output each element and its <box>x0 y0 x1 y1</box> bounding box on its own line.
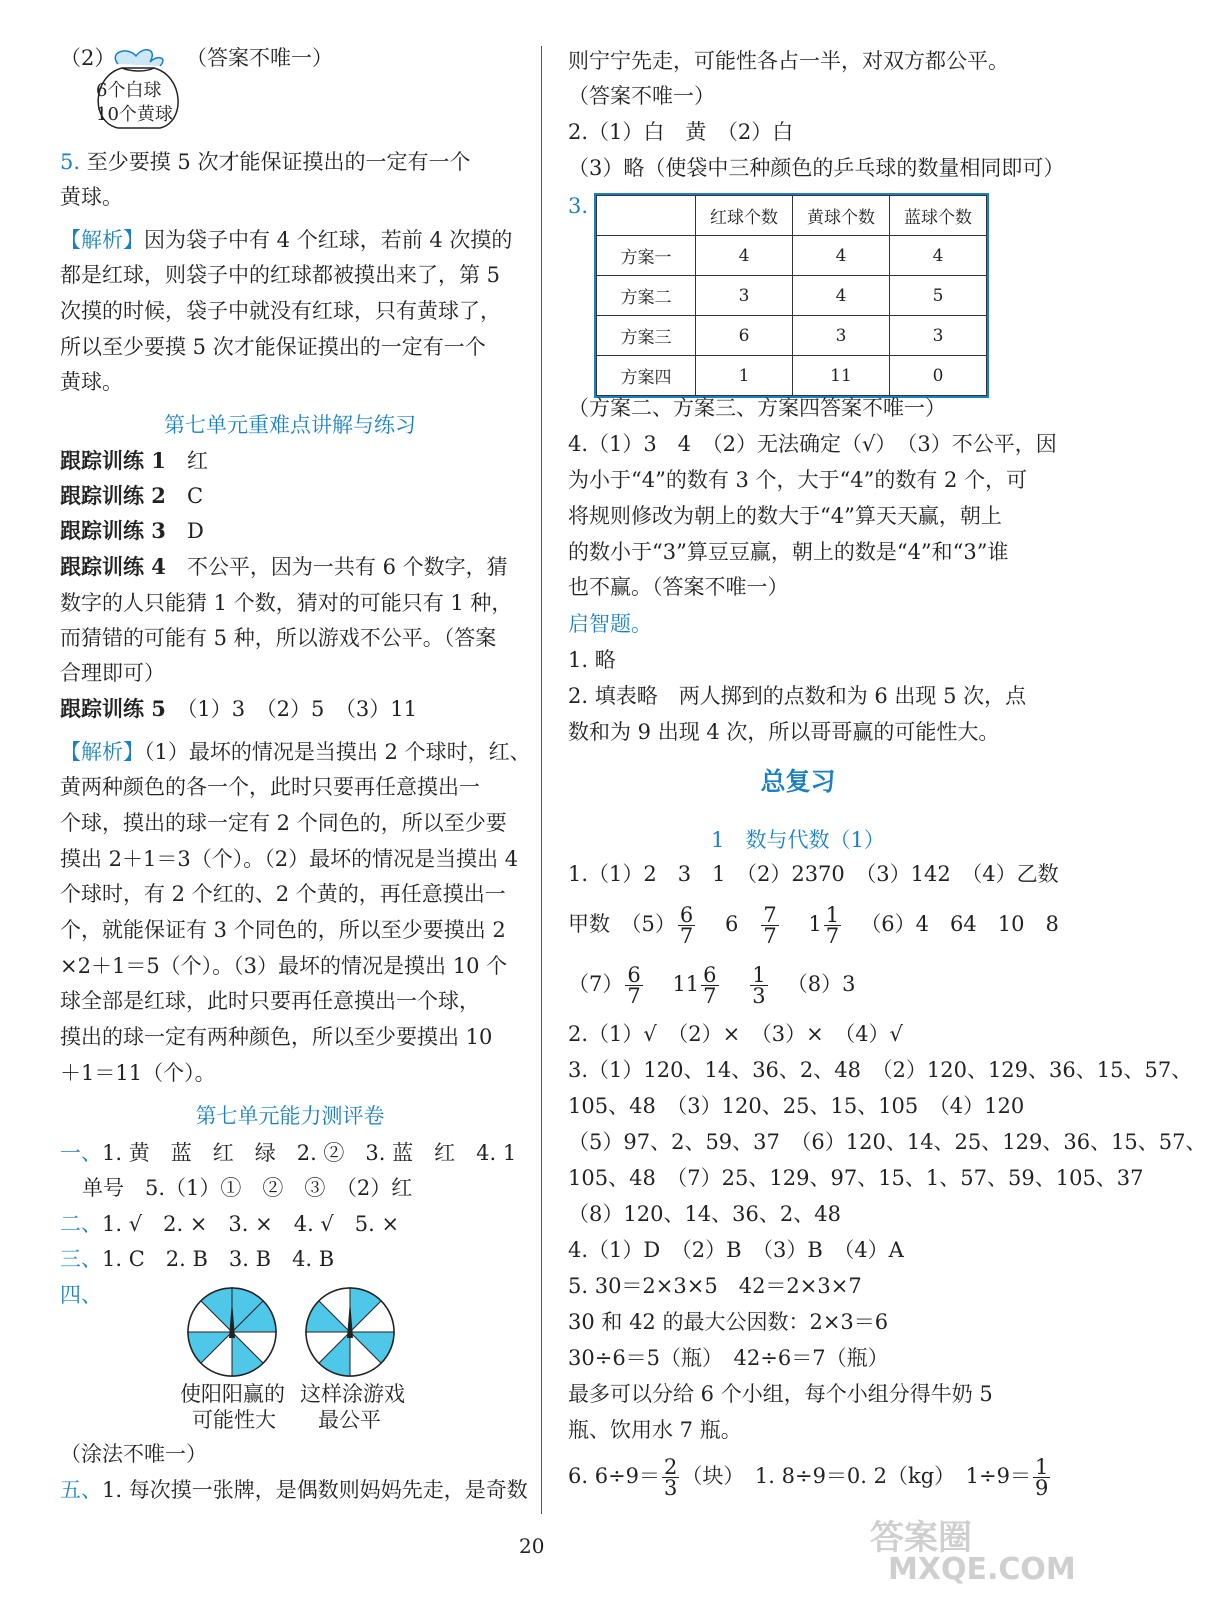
bonus-q1: 1. 略 <box>568 648 616 672</box>
part-1-answer-b: 单号 5.（1）① ② ③ （2）红 <box>82 1176 413 1200</box>
spinner-1-caption-a: 使阳阳赢的 <box>180 1382 285 1406</box>
part-5-label: 五、 <box>60 1478 102 1502</box>
analysis-2-f: 个，就能保证有 3 个同色的，所以至少要摸出 2 <box>60 918 506 942</box>
review-q6-mid: （块） 1. 8÷9＝0. 2（kg） 1÷9＝ <box>681 1464 1031 1488</box>
part-4-label: 四、 <box>60 1283 102 1307</box>
table-header-cell: 黄球个数 <box>793 196 890 236</box>
part-1-answer-a: 1. 黄 蓝 红 绿 2. ② 3. 蓝 红 4. 1 <box>102 1141 517 1165</box>
bonus-q2-b: 数和为 9 出现 4 次，所以哥哥赢的可能性大。 <box>568 720 1000 744</box>
review-q3-e: （8）120、14、36、2、48 <box>568 1202 841 1226</box>
track-4-answer-b: 数字的人只能猜 1 个数，猜对的可能只有 1 种， <box>60 591 513 615</box>
denominator: 3 <box>664 1476 678 1500</box>
analysis-1-a: 因为袋子中有 4 个红球，若前 4 次摸的 <box>144 228 513 252</box>
analysis-1-c: 次摸的时候，袋子中就没有红球，只有黄球了， <box>60 299 501 323</box>
section-heading-7-test: 第七单元能力测评卷 <box>195 1104 385 1128</box>
track-4-answer-a: 不公平，因为一共有 6 个数字，猜 <box>186 555 508 579</box>
denominator: 7 <box>825 924 840 948</box>
analysis-2-d: 摸出 2＋1＝3（个）。（2）最坏的情况是当摸出 4 <box>60 847 519 871</box>
track-2-answer: C <box>186 484 204 508</box>
table-cell: 11 <box>793 356 890 396</box>
track-1-answer: 红 <box>186 449 208 473</box>
analysis-2-h: 球全部是红球，此时只要再任意摸出一个球， <box>60 989 480 1013</box>
fraction-1-7 <box>824 905 841 946</box>
review-q6-pre: 6. 6÷9＝ <box>568 1464 661 1488</box>
review-q3-c: （5）97、2、59、37 （6）120、14、25、129、36、15、57、 <box>568 1130 1207 1154</box>
right-q4-b: 为小于“4”的数有 3 个，大于“4”的数有 2 个，可 <box>568 468 1028 492</box>
numerator: 2 <box>664 1455 678 1479</box>
right-q4-d: 的数小于“3”算豆豆赢，朝上的数是“4”和“3”谁 <box>568 540 1009 564</box>
right-line-1: 则宁宁先走，可能性各占一半，对双方都公平。 <box>568 49 1009 73</box>
ball-plan-table <box>596 195 987 396</box>
spinner-2-caption-a: 这样涂游戏 <box>300 1382 405 1406</box>
right-q4-e: 也不赢。（答案不唯一） <box>568 575 789 599</box>
whole-1: 1 <box>808 912 822 936</box>
right-q2-3: （3）略（使袋中三种颜色的乒乓球的数量相同即可） <box>568 156 1065 180</box>
value-6: 6 <box>724 912 739 936</box>
review-q1-c <box>568 964 856 1006</box>
analysis-tag: 【解析】 <box>60 228 144 252</box>
right-q4-a: 4.（1）3 4 （2）无法确定（√） （3）不公平，因 <box>568 432 1057 456</box>
numerator: 6 <box>703 963 717 987</box>
review-q3-a: 3.（1）120、14、36、2、48 （2）120、129、36、15、57、 <box>568 1058 1193 1082</box>
analysis-2-a: （1）最坏的情况是当摸出 2 个球时，红、 <box>144 740 531 764</box>
bag-text-white: 6个白球 <box>96 80 162 101</box>
table-cell: 3 <box>890 316 987 356</box>
review-q5-b: 30 和 42 的最大公因数：2×3＝6 <box>568 1310 889 1334</box>
q5-answer-b: 黄球。 <box>60 185 123 209</box>
track-2-label: 跟踪训练 2 <box>60 483 166 508</box>
right-q3-number: 3. <box>568 194 589 218</box>
right-q4-c: 将规则修改为朝上的数大于“4”算天天赢，朝上 <box>568 504 1002 528</box>
spinner-1 <box>186 1286 278 1378</box>
review-q1-c-post: （8）3 <box>797 972 856 996</box>
denominator: 7 <box>627 984 641 1008</box>
review-q6 <box>568 1456 1052 1498</box>
track-1-label: 跟踪训练 1 <box>60 448 166 473</box>
track-4-answer-c: 而猜错的可能有 5 种，所以游戏不公平。（答案 <box>60 626 497 650</box>
table-header-cell: 红球个数 <box>696 196 793 236</box>
table-row <box>597 316 987 356</box>
table-cell: 5 <box>890 276 987 316</box>
track-5-label: 跟踪训练 5 <box>60 696 166 721</box>
denominator: 7 <box>703 984 717 1008</box>
table-cell: 6 <box>696 316 793 356</box>
review-subheading: 1 数与代数（1） <box>711 828 885 852</box>
review-heading: 总复习 <box>760 767 836 796</box>
watermark-logo: 答案圈 <box>870 1518 972 1558</box>
fraction-6-7b <box>625 965 642 1006</box>
analysis-2-c: 个球，摸出的球一定有 2 个同色的，所以至少要 <box>60 811 507 835</box>
numerator: 7 <box>763 903 777 927</box>
part-2-answer: 1. √ 2. × 3. × 4. √ 5. × <box>102 1212 400 1236</box>
numerator: 1 <box>1035 1455 1049 1479</box>
fraction-2-3 <box>662 1457 679 1498</box>
right-line-2: （答案不唯一） <box>568 84 715 108</box>
whole-11: 11 <box>672 972 700 996</box>
analysis-1-d: 所以至少要摸 5 次才能保证摸出的一定有一个 <box>60 335 486 359</box>
q-2-label: （2） <box>60 46 116 70</box>
review-q1-c-pre: （7） <box>568 972 624 996</box>
table-note: （方案二、方案三、方案四答案不唯一） <box>568 396 946 420</box>
numerator: 1 <box>752 963 766 987</box>
numerator: 6 <box>679 903 694 927</box>
part-4-note: （涂法不唯一） <box>60 1442 207 1466</box>
table-cell: 4 <box>890 236 987 276</box>
numerator: 1 <box>825 903 840 927</box>
section-heading-7-key: 第七单元重难点讲解与练习 <box>164 413 416 437</box>
table-row <box>597 236 987 276</box>
review-q1-b-post: （6）4 64 10 8 <box>870 912 1059 936</box>
part-3-answer: 1. C 2. B 3. B 4. B <box>102 1247 335 1271</box>
review-q1-b <box>568 904 1059 946</box>
review-q5-d: 最多可以分给 6 个小组，每个小组分得牛奶 5 <box>568 1382 993 1406</box>
table-cell: 4 <box>793 276 890 316</box>
table-cell: 3 <box>793 316 890 356</box>
table-header-cell <box>597 196 696 236</box>
table-cell: 0 <box>890 356 987 396</box>
table-header-row <box>597 196 987 236</box>
bag-text-yellow: 10个黄球 <box>96 104 173 125</box>
q-2-note: （答案不唯一） <box>186 46 333 70</box>
review-q1-b-pre: 甲数 （5） <box>568 912 676 936</box>
part-3-label: 三、 <box>60 1247 102 1271</box>
fraction-1-3 <box>750 965 767 1006</box>
table-cell: 方案二 <box>597 276 696 316</box>
review-q5-e: 瓶、饮用水 7 瓶。 <box>568 1418 742 1442</box>
track-4-label: 跟踪训练 4 <box>60 554 166 579</box>
column-divider <box>541 46 542 1514</box>
fraction-6-7c <box>701 965 718 1006</box>
table-cell: 方案一 <box>597 236 696 276</box>
denominator: 7 <box>679 924 694 948</box>
bonus-heading: 启智题。 <box>568 612 652 636</box>
analysis-2-b: 黄两种颜色的各一个，此时只要再任意摸出一 <box>60 775 480 799</box>
fraction-6-7 <box>678 905 695 946</box>
part-2-label: 二、 <box>60 1212 102 1236</box>
analysis-2-i: 摸出的球一定有两种颜色，所以至少要摸出 10 <box>60 1025 493 1049</box>
table-cell: 方案四 <box>597 356 696 396</box>
analysis-2-j: ＋1＝11（个）。 <box>60 1061 216 1085</box>
analysis-tag-2: 【解析】 <box>60 740 144 764</box>
analysis-1-e: 黄球。 <box>60 370 123 394</box>
denominator: 3 <box>752 984 766 1008</box>
numerator: 6 <box>627 963 641 987</box>
right-q2: 2.（1）白 黄 （2）白 <box>568 120 794 144</box>
table-cell: 4 <box>696 236 793 276</box>
track-3-answer: D <box>186 519 204 543</box>
spinner-2 <box>304 1286 396 1378</box>
review-q5-a: 5. 30＝2×3×5 42＝2×3×7 <box>568 1274 862 1298</box>
bonus-q2-a: 2. 填表略 两人掷到的点数和为 6 出现 5 次，点 <box>568 684 1027 708</box>
review-q3-b: 105、48 （3）120、25、15、105 （4）120 <box>568 1094 1025 1118</box>
review-q5-c: 30÷6＝5（瓶） 42÷6＝7（瓶） <box>568 1346 889 1370</box>
table-cell: 3 <box>696 276 793 316</box>
table-cell: 方案三 <box>597 316 696 356</box>
track-5-answer: （1）3 （2）5 （3）11 <box>186 697 417 721</box>
track-3-label: 跟踪训练 3 <box>60 518 166 543</box>
part-5-answer: 1. 每次摸一张牌，是偶数则妈妈先走，是奇数 <box>102 1478 528 1502</box>
review-q1-a: 1.（1）2 3 1 （2）2370 （3）142 （4）乙数 <box>568 862 1059 886</box>
analysis-2-e: 个球时，有 2 个红的、2 个黄的，再任意摸出一 <box>60 882 506 906</box>
part-1-label: 一、 <box>60 1141 102 1165</box>
q5-number: 5. <box>60 150 81 174</box>
fraction-7-7 <box>761 905 778 946</box>
review-q4: 4.（1）D （2）B （3）B （4）A <box>568 1238 904 1262</box>
spinner-2-caption-b: 最公平 <box>318 1408 381 1432</box>
ball-plan-table-frame <box>594 193 989 398</box>
spinner-1-caption-b: 可能性大 <box>192 1408 276 1432</box>
track-4-answer-d: 合理即可） <box>60 661 165 685</box>
watermark-url: MXQE.COM <box>888 1552 1076 1587</box>
table-row <box>597 276 987 316</box>
denominator: 7 <box>763 924 777 948</box>
fraction-1-9 <box>1033 1457 1050 1498</box>
denominator: 9 <box>1035 1476 1049 1500</box>
table-row <box>597 356 987 396</box>
analysis-1-b: 都是红球，则袋子中的红球都被摸出来了，第 5 <box>60 263 501 287</box>
review-q3-d: 105、48 （7）25、129、97、15、1、57、59、105、37 <box>568 1166 1144 1190</box>
page-number: 20 <box>519 1534 545 1558</box>
analysis-2-g: ×2＋1＝5（个）。（3）最坏的情况是摸出 10 个 <box>60 954 508 978</box>
q5-answer-a: 至少要摸 5 次才能保证摸出的一定有一个 <box>86 150 471 174</box>
table-cell: 4 <box>793 236 890 276</box>
table-cell: 1 <box>696 356 793 396</box>
review-q2: 2.（1）√ （2）× （3）× （4）√ <box>568 1022 903 1046</box>
table-header-cell: 蓝球个数 <box>890 196 987 236</box>
